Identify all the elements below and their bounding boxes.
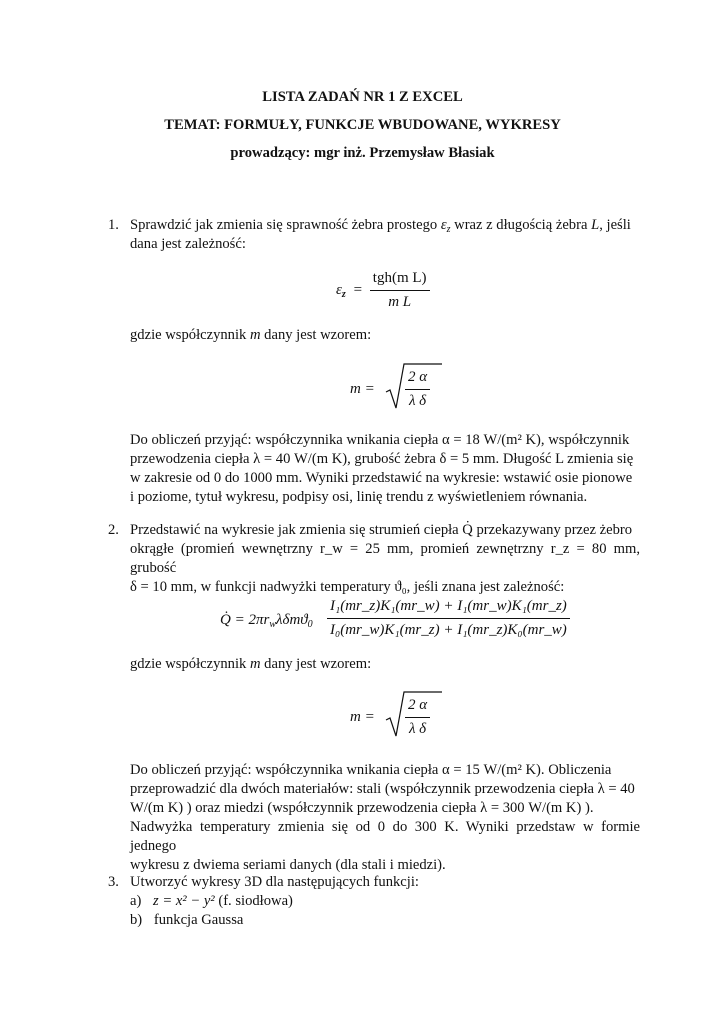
task-2-m-intro-a: gdzie współczynnik [130,656,250,672]
task-1-m-intro [130,326,371,345]
task-2-body-line-4: Nadwyżka temperatury zmienia się od 0 do 300 K. Wyniki przedstaw w formie jednego [130,819,640,854]
task-3-intro: Utworzyć wykresy 3D dla następujących funkcji: [130,874,419,890]
eq3-fraction [327,597,570,640]
eq2-fraction [405,368,430,411]
task-2-m-intro [130,655,371,674]
eq2-numerator: 2 α [405,368,430,390]
eq1-fraction [370,269,430,312]
eq4-denominator: λ δ [408,721,427,737]
task-2-intro-line-3: δ = 10 mm, w funkcji nadwyżki temperatury ϑ₀, jeśli znana jest zależność: [130,579,565,595]
document-teacher: prowadzący: mgr inż. Przemysław Błasiak [230,145,495,161]
task-1-intro-text-c: , jeśli [599,217,631,233]
symbol-m: m [249,327,261,343]
task-3-item-b [130,911,243,930]
eq1-lhs-sub: z [341,288,346,300]
task-3-a-formula: z = x² − y² [153,893,215,909]
symbol-m-2: m [249,656,261,672]
task-1-m-intro-a: gdzie współczynnik [130,327,250,343]
task-2-intro [130,521,640,597]
symbol-epsilon-sub: z [446,224,451,235]
task-1-m-intro-b: dany jest wzorem: [260,327,372,343]
task-1-body [130,431,640,507]
task-3-number: 3. [108,874,119,890]
eq2-lhs: m = [350,381,375,397]
document-topic: TEMAT: FORMUŁY, FUNKCJE WBUDOWANE, WYKRESY [164,117,561,133]
eq1-lhs: ε [336,281,342,298]
task-1-body-line-3: w zakresie od 0 do 1000 mm. Wyniki przedstawić na wykresie: wstawić osie pionowe [130,470,633,486]
task-2-body-line-2: przeprowadzić dla dwóch materiałów: stali (współczynnik przewodzenia ciepła λ = 40 [130,781,635,797]
eq3-numerator: I₁(mr_z)K₁(mr_w) + I₁(mr_w)K₁(mr_z) [327,597,570,619]
symbol-L: L [591,217,600,233]
task-2-intro-line-1: Przedstawić na wykresie jak zmienia się strumień ciepła Q̇ przekazywany przez żebro [130,522,633,538]
task-3-a-note: (f. siodłowa) [214,893,293,909]
eq3-mid: λδmϑ [275,612,308,628]
task-1-body-line-4: i poziome, tytuł wykresu, podpisy osi, linię trendu z wyświetleniem równania. [130,489,588,505]
task-3-a-label: a) [130,893,142,909]
eq4-fraction [405,696,430,739]
task-3-b-label: b) [130,912,143,928]
eq3-mid-sub: 0 [307,619,313,630]
document-title: LISTA ZADAŃ NR 1 Z EXCEL [262,89,463,105]
task-1-number: 1. [108,217,119,233]
task-1-equation-efficiency: $\varepsilon_z$ = $\frac{\text{tgh(m L)}}{\text{m L}}$ [336,269,430,312]
task-1-intro-text: Sprawdzić jak zmienia się sprawność żebra prostego [130,217,441,233]
task-1-intro-text-b: wraz z długością żebra [450,217,592,233]
task-2-body-line-1: Do obliczeń przyjąć: współczynnika wnikania ciepła α = 15 W/(m² K). Obliczenia [130,762,612,778]
task-2-body [130,761,640,875]
task-3-item-a [130,892,293,911]
task-2-body-line-3: W/(m K) ) oraz miedzi (współczynnik przewodzenia ciepła λ = 300 W/(m K) ). [130,800,594,816]
task-1-body-line-1: Do obliczeń przyjąć: współczynnika wnikania ciepła α = 18 W/(m² K), współczynnik [130,432,630,448]
eq4-lhs: m = [350,709,375,725]
task-2-body-line-5: wykresu z dwiema seriami danych (dla stali i miedzi). [130,857,446,873]
task-1-body-line-2: przewodzenia ciepła λ = 40 W/(m K), grubość żebra δ = 5 mm. Długość L zmienia się [130,451,634,467]
eq2-denominator: λ δ [408,393,427,409]
task-1-intro-line2: dana jest zależność: [130,236,246,252]
task-2-number: 2. [108,522,119,538]
eq1-denominator: m L [388,294,412,310]
task-2-intro-line-2: okrągłe (promień wewnętrzny r_w = 25 mm, promień zewnętrzny r_z = 80 mm, grubość [130,541,640,576]
eq3-lhs-text: Q̇ = 2πr [220,612,270,628]
eq3-lhs-sub: w [269,619,276,630]
eq3-denominator: I₀(mr_w)K₁(mr_z) + I₁(mr_z)K₀(mr_w) [330,622,567,638]
eq3-lhs [220,611,313,634]
eq4-numerator: 2 α [405,696,430,718]
task-3-b-text: funkcja Gaussa [153,912,244,928]
task-2-m-intro-b: dany jest wzorem: [260,656,372,672]
symbol-epsilon: ε [440,217,447,233]
eq1-numerator: tgh(m L) [370,269,430,291]
